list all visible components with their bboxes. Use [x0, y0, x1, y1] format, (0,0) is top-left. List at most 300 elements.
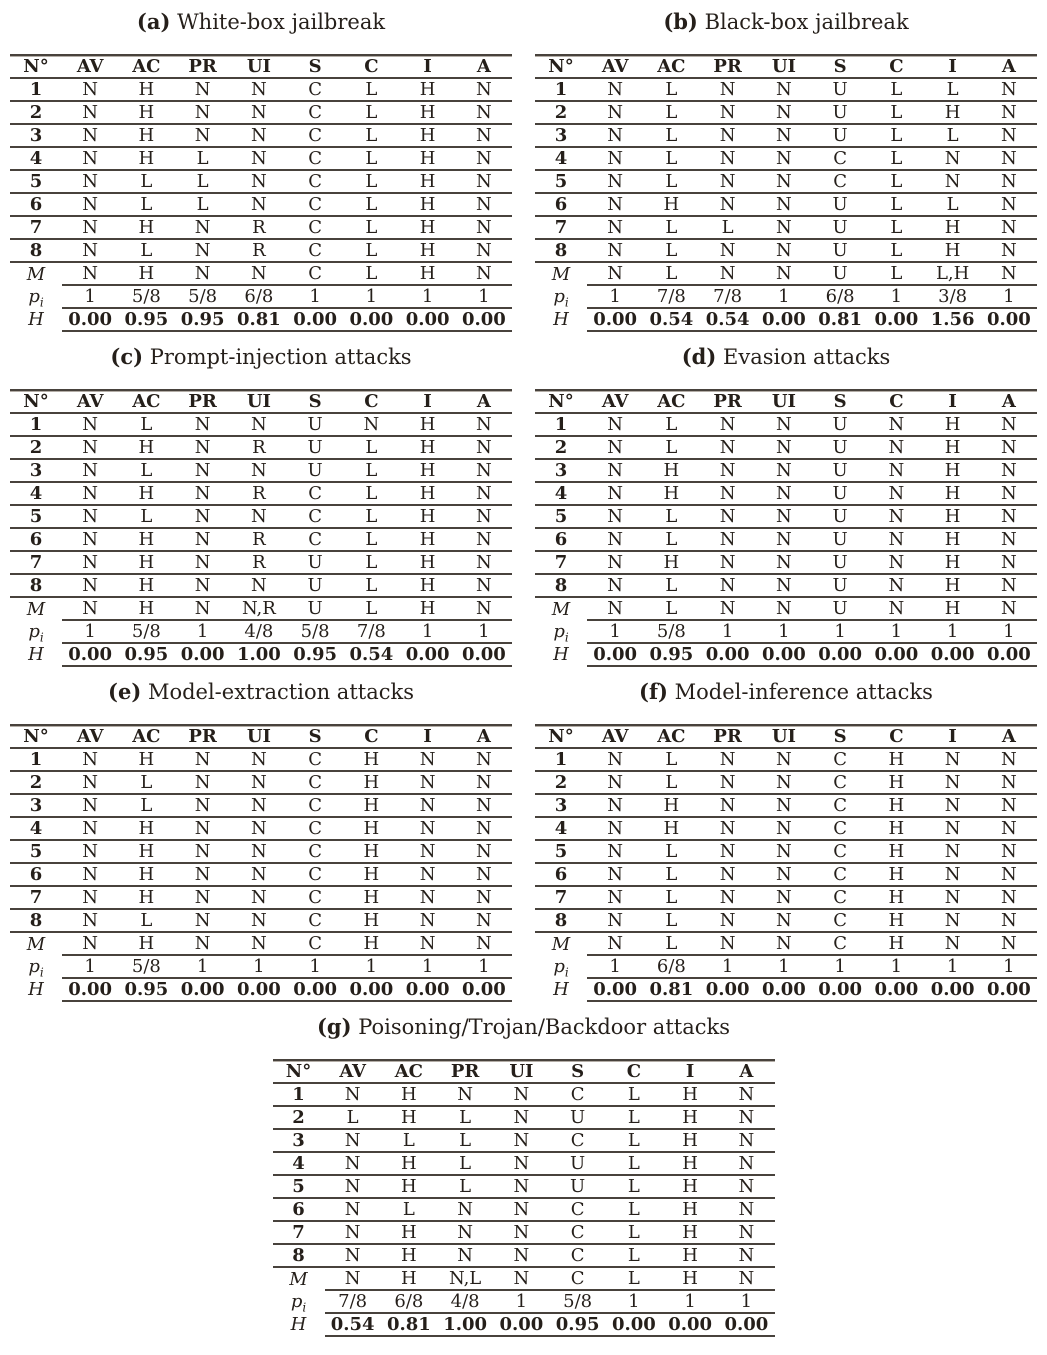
row-label-text: 1: [554, 79, 568, 100]
metric-cell: N: [868, 551, 924, 574]
row-label-text: 5: [554, 171, 568, 192]
metric-cell: L: [643, 101, 699, 124]
metric-cell: N: [981, 932, 1037, 955]
metric-cell: U: [287, 436, 343, 459]
row-label: [535, 285, 587, 308]
metric-cell: U: [812, 262, 868, 285]
metric-cell: N: [868, 528, 924, 551]
metric-cell: L: [643, 239, 699, 262]
metric-cell: N: [981, 482, 1037, 505]
table-row: [535, 955, 1037, 978]
metric-cell: N: [175, 413, 231, 436]
metric-cell: L: [643, 909, 699, 932]
column-header: N°: [10, 55, 62, 78]
row-label: [535, 643, 587, 666]
metric-cell: N: [981, 193, 1037, 216]
metric-cell: H: [118, 574, 174, 597]
metric-cell: N: [718, 1175, 774, 1198]
table-row: [535, 262, 1037, 285]
metric-cell: L: [343, 597, 399, 620]
column-header: N°: [273, 1060, 325, 1083]
metric-cell: L: [118, 771, 174, 794]
metric-cell: N: [456, 528, 512, 551]
metric-cell: N: [756, 216, 812, 239]
metric-cell: H: [868, 748, 924, 771]
column-header: AC: [643, 390, 699, 413]
column-header: S: [550, 1060, 606, 1083]
row-label: [10, 285, 62, 308]
metric-cell: N: [175, 771, 231, 794]
metric-cell: L: [343, 505, 399, 528]
metric-cell: H: [118, 124, 174, 147]
column-header: N°: [535, 55, 587, 78]
row-label: [535, 620, 587, 643]
metric-cell: N: [981, 748, 1037, 771]
metric-cell: N: [718, 1083, 774, 1106]
metric-cell: N: [587, 193, 643, 216]
metric-cell: L: [868, 170, 924, 193]
metric-cell: N: [62, 124, 118, 147]
metric-cell: H: [400, 216, 456, 239]
metric-cell: L: [343, 574, 399, 597]
metric-cell: H: [643, 794, 699, 817]
metric-cell: N: [700, 170, 756, 193]
column-header: I: [925, 55, 981, 78]
metric-cell: U: [812, 574, 868, 597]
row-label: [535, 597, 587, 620]
metric-cell: H: [118, 748, 174, 771]
metric-cell: N: [400, 840, 456, 863]
column-header: C: [868, 390, 924, 413]
metric-cell: N: [437, 1083, 493, 1106]
metric-cell: N: [587, 482, 643, 505]
metric-cell: 0.00: [662, 1313, 718, 1336]
table-row: [535, 551, 1037, 574]
column-header: UI: [756, 725, 812, 748]
cvss-metrics-table: [273, 1059, 775, 1337]
metric-cell: L: [643, 216, 699, 239]
table-body: [10, 748, 512, 1001]
row-label-text: H: [28, 309, 44, 330]
row-label-text: H: [553, 979, 569, 1000]
metric-cell: H: [925, 505, 981, 528]
header-row: [10, 390, 512, 413]
metric-cell: N: [587, 551, 643, 574]
metric-cell: H: [400, 482, 456, 505]
metric-cell: 0.00: [606, 1313, 662, 1336]
metric-cell: N: [62, 551, 118, 574]
metric-cell: 1: [662, 1290, 718, 1313]
row-label: [535, 794, 587, 817]
metric-cell: N: [493, 1083, 549, 1106]
metric-cell: 0.00: [812, 978, 868, 1001]
metric-cell: 1: [756, 620, 812, 643]
metric-cell: 1: [756, 285, 812, 308]
metric-cell: N: [981, 794, 1037, 817]
metric-cell: 0.95: [175, 308, 231, 331]
column-header: AV: [587, 725, 643, 748]
metric-cell: H: [118, 216, 174, 239]
metric-cell: U: [812, 551, 868, 574]
row-label-text: 6: [554, 194, 568, 215]
metric-cell: H: [643, 193, 699, 216]
row-label-text: 4: [554, 483, 568, 504]
table-row: [10, 170, 512, 193]
metric-cell: L: [343, 262, 399, 285]
row-label: [10, 978, 62, 1001]
metric-cell: N: [456, 817, 512, 840]
metric-cell: L: [643, 147, 699, 170]
metric-cell: C: [812, 748, 868, 771]
metric-cell: N: [587, 239, 643, 262]
metric-cell: N: [756, 863, 812, 886]
row-label-text: 7: [554, 887, 568, 908]
metric-cell: L: [118, 170, 174, 193]
metric-cell: 5/8: [643, 620, 699, 643]
row-label-text: 3: [29, 795, 43, 816]
metric-cell: U: [812, 193, 868, 216]
metric-cell: U: [812, 124, 868, 147]
row-label: [10, 643, 62, 666]
column-header: C: [868, 55, 924, 78]
metric-cell: 1: [456, 285, 512, 308]
metric-cell: C: [287, 239, 343, 262]
metric-cell: N: [62, 932, 118, 955]
metric-cell: N: [400, 886, 456, 909]
table-row: [535, 863, 1037, 886]
row-label-text: 6: [292, 1199, 305, 1220]
metric-cell: 1.56: [925, 308, 981, 331]
metric-cell: L: [925, 78, 981, 101]
metric-cell: N: [868, 482, 924, 505]
row-label: [10, 620, 62, 643]
metric-cell: 0.00: [62, 308, 118, 331]
metric-cell: L: [381, 1129, 437, 1152]
metric-cell: N: [400, 771, 456, 794]
table-row: [10, 748, 512, 771]
metric-cell: N: [437, 1244, 493, 1267]
metric-cell: L: [868, 147, 924, 170]
row-label: [535, 193, 587, 216]
metric-cell: 1: [343, 955, 399, 978]
metric-cell: L: [868, 124, 924, 147]
header-row: [273, 1060, 775, 1083]
metric-cell: 0.00: [756, 308, 812, 331]
metric-cell: C: [287, 147, 343, 170]
metric-cell: 1: [700, 620, 756, 643]
metric-cell: 0.95: [287, 643, 343, 666]
metric-cell: N: [981, 817, 1037, 840]
metric-cell: C: [287, 78, 343, 101]
metric-cell: H: [925, 101, 981, 124]
row-label-subscript: i: [564, 965, 569, 980]
row-label-text: 7: [29, 887, 43, 908]
row-label-text: H: [290, 1314, 307, 1335]
metric-cell: N: [175, 748, 231, 771]
metric-cell: 0.00: [868, 643, 924, 666]
metric-cell: 1.00: [231, 643, 287, 666]
table-row: [535, 748, 1037, 771]
column-header: S: [812, 390, 868, 413]
row-label: [10, 124, 62, 147]
metric-cell: C: [812, 886, 868, 909]
metric-cell: 0.00: [493, 1313, 549, 1336]
metric-cell: N: [756, 482, 812, 505]
metric-cell: H: [400, 574, 456, 597]
table-row: [10, 413, 512, 436]
column-header: A: [456, 55, 512, 78]
metric-cell: N: [175, 817, 231, 840]
metric-cell: N: [700, 239, 756, 262]
metric-cell: L: [343, 482, 399, 505]
row-label-text: 7: [292, 1222, 305, 1243]
table-row: [535, 170, 1037, 193]
metric-cell: U: [812, 239, 868, 262]
metric-cell: N: [756, 597, 812, 620]
metric-cell: 1: [981, 285, 1037, 308]
header-row: [535, 390, 1037, 413]
column-header: S: [287, 55, 343, 78]
metric-cell: L: [343, 101, 399, 124]
table-row: [10, 124, 512, 147]
metric-cell: N: [175, 239, 231, 262]
row-label: [10, 262, 62, 285]
metric-cell: N: [981, 863, 1037, 886]
row-label: [10, 78, 62, 101]
metric-cell: N: [62, 886, 118, 909]
table-row: [535, 620, 1037, 643]
metric-cell: 1: [587, 620, 643, 643]
table-caption: [273, 1014, 775, 1040]
cvss-metrics-table: [10, 54, 512, 332]
metric-cell: N: [868, 413, 924, 436]
row-label-text: p: [28, 621, 40, 642]
attack-metrics-panel: [535, 679, 1037, 1002]
metric-cell: N: [981, 597, 1037, 620]
metric-cell: N: [700, 597, 756, 620]
table-row: [535, 794, 1037, 817]
metric-cell: 1: [925, 955, 981, 978]
metric-cell: U: [287, 413, 343, 436]
metric-cell: N: [231, 748, 287, 771]
table-row: [273, 1198, 775, 1221]
metric-cell: L: [643, 262, 699, 285]
metric-cell: N: [62, 413, 118, 436]
metric-cell: N: [62, 817, 118, 840]
metric-cell: R: [231, 436, 287, 459]
metric-cell: 0.00: [981, 978, 1037, 1001]
table-body: [535, 78, 1037, 331]
row-label: [273, 1267, 325, 1290]
metric-cell: 0.00: [231, 978, 287, 1001]
metric-cell: C: [287, 909, 343, 932]
metric-cell: 0.00: [700, 643, 756, 666]
column-header: UI: [231, 390, 287, 413]
metric-cell: 7/8: [700, 285, 756, 308]
metric-cell: N: [175, 262, 231, 285]
metric-cell: N: [981, 505, 1037, 528]
table-row: [10, 909, 512, 932]
metric-cell: U: [287, 459, 343, 482]
column-header: I: [400, 55, 456, 78]
cvss-metrics-table: [10, 724, 512, 1002]
column-header: UI: [231, 55, 287, 78]
row-label-text: 4: [29, 818, 43, 839]
metric-cell: N: [700, 436, 756, 459]
metric-cell: 5/8: [287, 620, 343, 643]
metric-cell: H: [400, 551, 456, 574]
metric-cell: N: [587, 147, 643, 170]
metric-cell: N: [718, 1267, 774, 1290]
table-head: [10, 390, 512, 413]
metric-cell: N: [981, 78, 1037, 101]
metric-cell: H: [662, 1106, 718, 1129]
metric-cell: N: [231, 863, 287, 886]
row-label: [535, 239, 587, 262]
metric-cell: N: [175, 459, 231, 482]
row-label: [535, 308, 587, 331]
metric-cell: N: [456, 78, 512, 101]
row-label-text: 8: [29, 910, 43, 931]
row-label-text: M: [289, 1268, 308, 1290]
metric-cell: N: [62, 505, 118, 528]
row-label: [535, 574, 587, 597]
column-header: A: [718, 1060, 774, 1083]
metric-cell: U: [812, 413, 868, 436]
metric-cell: N: [62, 771, 118, 794]
row-label: [535, 124, 587, 147]
metric-cell: N: [925, 840, 981, 863]
metric-cell: 0.00: [62, 978, 118, 1001]
metric-cell: H: [662, 1129, 718, 1152]
metric-cell: L: [175, 147, 231, 170]
table-caption: [535, 679, 1037, 705]
table-row: [535, 308, 1037, 331]
metric-cell: N: [981, 147, 1037, 170]
row-label: [535, 932, 587, 955]
metric-cell: N: [756, 932, 812, 955]
metric-cell: N: [756, 748, 812, 771]
row-label-text: p: [28, 286, 40, 307]
row-label-text: 7: [554, 552, 568, 573]
metric-cell: 0.81: [812, 308, 868, 331]
metric-cell: C: [287, 863, 343, 886]
metric-cell: 1: [925, 620, 981, 643]
metric-cell: L: [381, 1198, 437, 1221]
metric-cell: L: [643, 840, 699, 863]
metric-cell: C: [550, 1129, 606, 1152]
column-header: I: [925, 390, 981, 413]
metric-cell: 0.00: [981, 308, 1037, 331]
metric-cell: N: [868, 436, 924, 459]
metric-cell: N: [756, 170, 812, 193]
metric-cell: 0.00: [287, 978, 343, 1001]
metric-cell: N: [456, 413, 512, 436]
metric-cell: H: [662, 1267, 718, 1290]
metric-cell: H: [400, 193, 456, 216]
metric-cell: H: [118, 863, 174, 886]
metric-cell: L: [343, 147, 399, 170]
caption-text: Evasion attacks: [723, 345, 891, 369]
metric-cell: N: [175, 574, 231, 597]
metric-cell: N: [700, 794, 756, 817]
row-label: [535, 955, 587, 978]
metric-cell: 1: [700, 955, 756, 978]
metric-cell: L: [343, 78, 399, 101]
table-row: [10, 978, 512, 1001]
metric-cell: L: [643, 436, 699, 459]
metric-cell: N: [456, 909, 512, 932]
table-head: [10, 55, 512, 78]
metric-cell: N: [700, 147, 756, 170]
metric-cell: U: [812, 482, 868, 505]
metric-cell: L: [606, 1083, 662, 1106]
metric-cell: L: [343, 528, 399, 551]
metric-cell: H: [400, 528, 456, 551]
table-row: [535, 147, 1037, 170]
metric-cell: L: [643, 78, 699, 101]
metric-cell: N: [175, 794, 231, 817]
metric-cell: R: [231, 528, 287, 551]
row-label-text: H: [28, 979, 44, 1000]
metric-cell: U: [812, 528, 868, 551]
metric-cell: 1: [343, 285, 399, 308]
column-header: UI: [756, 55, 812, 78]
metric-cell: R: [231, 216, 287, 239]
metric-cell: 0.95: [118, 643, 174, 666]
column-header: S: [287, 390, 343, 413]
metric-cell: 0.00: [456, 308, 512, 331]
metric-cell: H: [643, 459, 699, 482]
table-row: [273, 1244, 775, 1267]
metric-cell: U: [550, 1152, 606, 1175]
row-label-text: p: [553, 621, 565, 642]
row-label: [535, 748, 587, 771]
table-row: [10, 78, 512, 101]
metric-cell: 0.00: [400, 308, 456, 331]
metric-cell: N: [456, 239, 512, 262]
metric-cell: N: [700, 413, 756, 436]
row-label: [10, 101, 62, 124]
table-row: [10, 436, 512, 459]
metric-cell: N: [868, 574, 924, 597]
metric-cell: H: [925, 413, 981, 436]
metric-cell: N: [62, 748, 118, 771]
metric-cell: N: [700, 193, 756, 216]
row-label-text: 3: [554, 795, 568, 816]
table-body: [273, 1083, 775, 1336]
metric-cell: H: [643, 551, 699, 574]
row-label: [535, 78, 587, 101]
header-row: [10, 725, 512, 748]
metric-cell: N: [231, 413, 287, 436]
metric-cell: N: [756, 794, 812, 817]
metric-cell: 7/8: [643, 285, 699, 308]
row-label: [10, 505, 62, 528]
metric-cell: L: [643, 932, 699, 955]
metric-cell: N: [231, 574, 287, 597]
metric-cell: 1: [812, 955, 868, 978]
metric-cell: N: [400, 863, 456, 886]
metric-cell: L: [343, 459, 399, 482]
row-label: [10, 863, 62, 886]
metric-cell: N: [587, 863, 643, 886]
metric-cell: N: [231, 170, 287, 193]
attack-metrics-panel: [10, 344, 512, 667]
metric-cell: H: [343, 771, 399, 794]
metric-cell: N: [587, 216, 643, 239]
row-label-text: 2: [554, 772, 568, 793]
